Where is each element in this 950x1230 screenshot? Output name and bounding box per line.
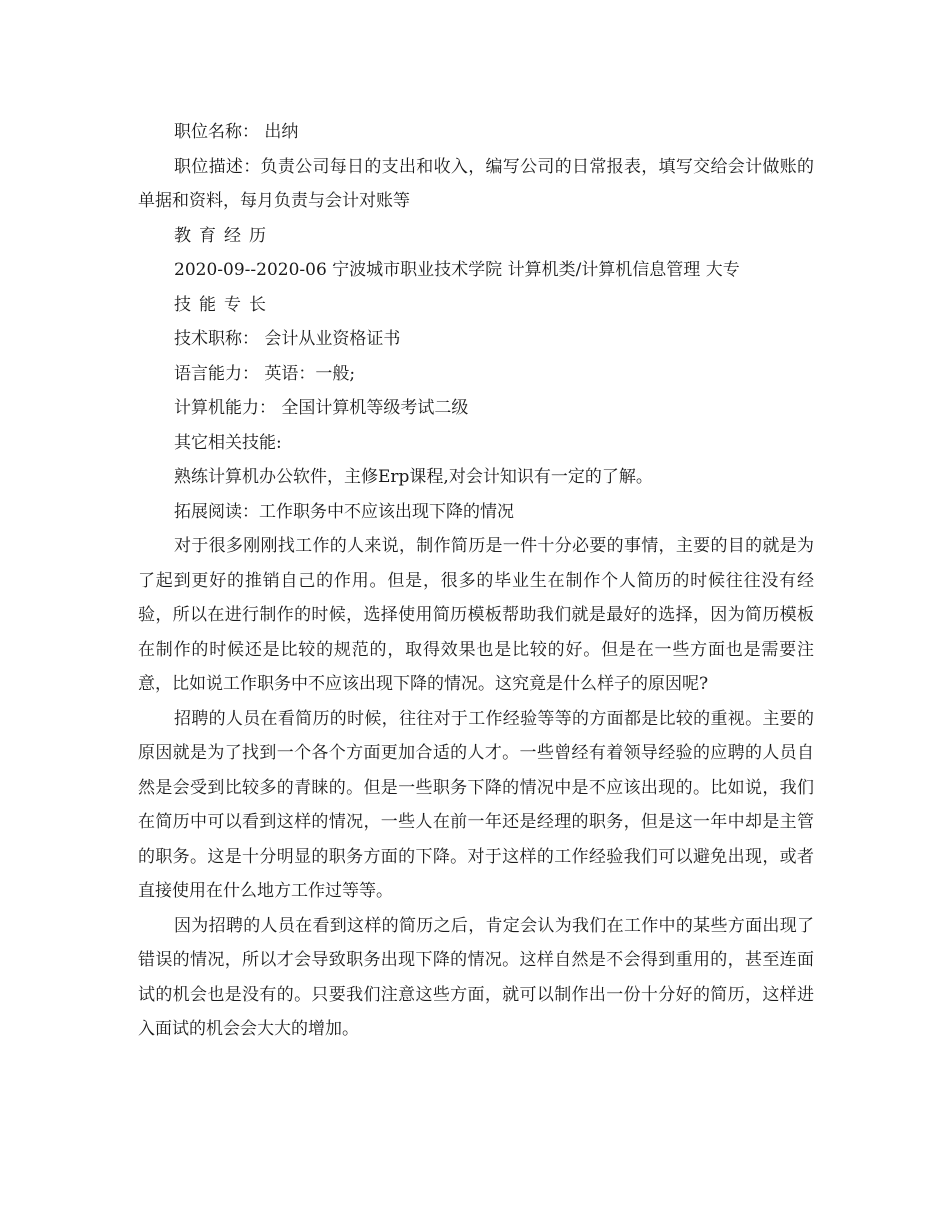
skills-heading: 技能专长 bbox=[174, 294, 274, 315]
education-heading: 教育经历 bbox=[174, 225, 274, 246]
document-body bbox=[138, 115, 814, 1047]
computer-ability: 计算机能力： 全国计算机等级考试二级 bbox=[174, 398, 469, 418]
technical-title: 技术职称： 会计从业资格证书 bbox=[174, 329, 401, 349]
other-skills-label: 其它相关技能: bbox=[174, 432, 282, 453]
article-paragraph: 招聘的人员在看简历的时候，往往对于工作经验等等的方面都是比较的重视。主要的原因就是为了找到一个各个方面更加合适的人才。一些曾经有着领导经验的应聘的人员自然是会受到比较多的青睐的。但是一些职务下降的情况中是不应该出现的。比如说，我们在简历中可以看到这样的情况，一些人在前一年还是经理的职务，但是这一年中却是主管的职务。这是十分明显的职务方面的下降。对于这样的工作经验我们可以避免出现，或者直接使用在什么地方工作过等等。 bbox=[138, 708, 814, 901]
position-title: 职位名称： 出纳 bbox=[174, 122, 299, 142]
article-paragraph: 因为招聘的人员在看到这样的简历之后，肯定会认为我们在工作中的某些方面出现了错误的情况，所以才会导致职务出现下降的情况。这样自然是不会得到重用的，甚至连面试的机会也是没有的。只要我们注意这些方面，就可以制作出一份十分好的简历，这样进入面试的机会会大大的增加。 bbox=[138, 915, 814, 1039]
other-skills: 熟练计算机办公软件，主修Erp课程,对会计知识有一定的了解。 bbox=[174, 467, 653, 487]
education-entry: 2020-09--2020-06 宁波城市职业技术学院 计算机类/计算机信息管理 大专 bbox=[174, 260, 740, 280]
article-title: 拓展阅读：工作职务中不应该出现下降的情况 bbox=[174, 501, 514, 522]
article-paragraph: 对于很多刚刚找工作的人来说，制作简历是一件十分必要的事情，主要的目的就是为了起到更好的推销自己的作用。但是，很多的毕业生在制作个人简历的时候往往没有经验，所以在进行制作的时候，选择使用简历模板帮助我们就是最好的选择，因为简历模板在制作的时候还是比较的规范的，取得效果也是比较的好。但是在一些方面也是需要注意，比如说工作职务中不应该出现下降的情况。这究竟是什么样子的原因呢? bbox=[138, 536, 814, 694]
position-description: 职位描述：负责公司每日的支出和收入，编写公司的日常报表，填写交给会计做账的单据和资料，每月负责与会计对账等 bbox=[138, 156, 814, 211]
language-ability: 语言能力： 英语：一般; bbox=[174, 363, 356, 384]
